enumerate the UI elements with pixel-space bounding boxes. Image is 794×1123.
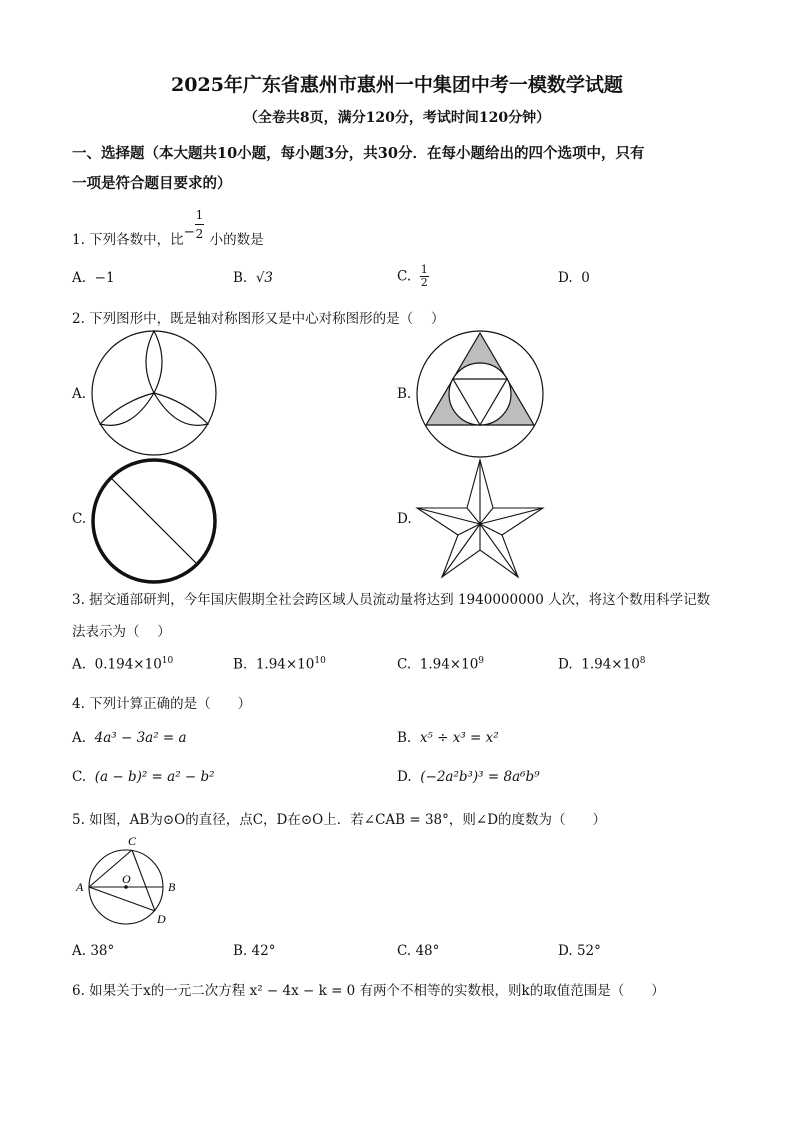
question-6-stem: 6. 如果关于x的一元二次方程 x² − 4x − k = 0 有两个不相等的实数根，则k的取值范围是（ ） [72,983,665,999]
q2-figure-a [90,328,220,458]
q1-option-d: D. 0 [558,270,590,286]
q5-label-c: C [128,834,137,848]
q2-option-a-label: A. [72,386,87,402]
q5-option-c: C. 48° [397,943,440,959]
q1-fraction-numerator: 1 [195,208,204,222]
q5-option-b: B. 42° [233,943,276,959]
q5-option-d: D. 52° [558,943,601,959]
q1-prefix: 1. 下列各数中，比 [72,232,184,248]
q4-option-d: D. (−2a²b³)³ = 8a⁶b⁹ [397,769,540,785]
q1-option-a: A. −1 [72,270,115,286]
question-3-stem-line2: 法表示为（ ） [72,624,171,640]
q1-option-c: C. $\frac{1}{2}$ [397,263,428,289]
page-title: 2025年广东省惠州市惠州一中集团中考一模数学试题 [171,74,623,96]
q3-option-a: A. $0.194\times 10^{10}$ [72,656,174,673]
q5-label-o: O [122,872,131,886]
q1-fraction-denominator: 2 [195,227,204,241]
q2-figure-b [414,328,546,460]
q3-option-b: B. $1.94\times 10^{10}$ [233,656,326,673]
question-3-stem-line1: 3. 据交通部研判，今年国庆假期全社会跨区域人员流动量将达到 1940000000 人次，将这个数用科学记数 [72,592,711,608]
q1-fraction [183,208,210,244]
q2-option-c-label: C. [72,511,87,527]
question-5-stem: 5. 如图，AB为⊙O的直径，点C，D在⊙O上．若∠CAB = 38°，则∠D的度数为（ ） [72,812,607,828]
q3-option-c: C. $1.94\times 10^9$ [397,656,485,673]
q5-label-a: A [76,880,84,894]
q1-option-b: B. √3 [233,270,274,286]
q5-figure-circle [70,833,190,929]
section-heading-line1: 一、选择题（本大题共10小题，每小题3分，共30分．在每小题给出的四个选项中，只有 [72,145,645,162]
q5-label-d: D [157,912,166,926]
q3-option-d: D. $1.94\times 10^8$ [558,656,646,673]
page-subtitle: （全卷共8页，满分120分，考试时间120分钟） [243,110,551,126]
q1-fraction-sign: − [183,224,195,240]
question-2-stem: 2. 下列图形中，既是轴对称图形又是中心对称图形的是（ ） [72,311,445,327]
q5-option-a: A. 38° [72,943,115,959]
section-heading-line2: 一项是符合题目要求的） [72,175,232,192]
q5-label-b: B [168,880,176,894]
question-1-stem [72,208,264,248]
q2-option-b-label: B. [397,386,412,402]
q4-option-c: C. (a − b)² = a² − b² [72,769,215,785]
question-4-stem: 4. 下列计算正确的是（ ） [72,696,252,712]
q2-option-d-label: D. [397,511,412,527]
q4-option-a: A. 4a³ − 3a² = a [72,730,187,746]
q2-figure-c [90,456,220,586]
q2-figure-d [414,456,546,580]
q4-option-b: B. x⁵ ÷ x³ = x² [397,730,499,746]
q1-suffix: 小的数是 [209,232,264,248]
